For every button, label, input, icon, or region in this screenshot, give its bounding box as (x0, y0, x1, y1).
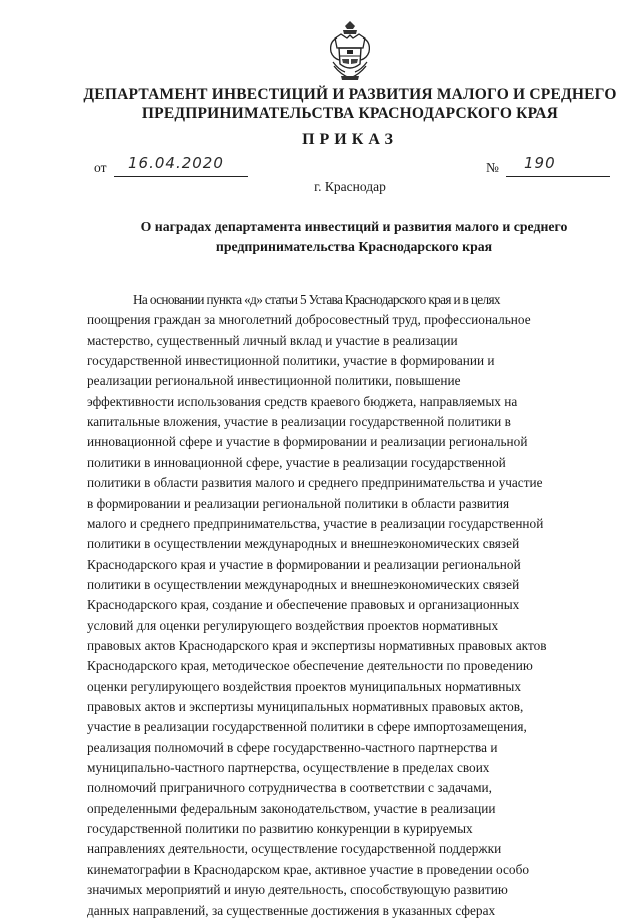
body-line: муниципально-частного партнерства, осуществление в пределах своих (87, 760, 490, 776)
body-line: в формировании и реализации региональной политики в области развития (87, 495, 510, 511)
date-value: 16.04.2020 (128, 154, 224, 172)
body-line: политики в области развития малого и среднего предпринимательства и участие (87, 475, 543, 491)
body-line: полномочий приграничного сотрудничества в соответствии с задачами, (87, 780, 492, 796)
department-name-line-2: ПРЕДПРИНИМАТЕЛЬСТВА КРАСНОДАРСКОГО КРАЯ (141, 105, 559, 122)
body-line: малого и среднего предпринимательства, участие в реализации государственной (87, 515, 544, 531)
city: г. Краснодар (314, 179, 386, 194)
body-line: эффективности использования средств краевого бюджета, направляемых на (87, 393, 518, 409)
number-label: № (486, 160, 499, 175)
body-line: участие в реализации государственной политики в сфере импортозамещения, (87, 719, 527, 735)
body-line: Краснодарского края и участие в формировании и реализации региональной (87, 556, 521, 572)
body-line: политики в инновационной сфере, участие в реализации государственной (87, 454, 506, 470)
body-line: реализации региональной инвестиционной политики, повышение (87, 373, 461, 389)
body-line: оценки регулирующего воздействия проектов муниципальных нормативных (87, 678, 521, 694)
body-line: Краснодарского края, методическое обеспечение деятельности по проведению (87, 658, 533, 674)
body-line: правовых актов Краснодарского края и экспертизы нормативных правовых актов (87, 637, 547, 653)
body-line: условий для оценки регулирующего воздействия проектов нормативных (87, 617, 499, 633)
document-type: ПРИКАЗ (302, 131, 398, 148)
department-name-line-1: ДЕПАРТАМЕНТ ИНВЕСТИЦИЙ И РАЗВИТИЯ МАЛОГО И СРЕДНЕГО (83, 86, 617, 103)
body-line: мастерство, существенный личный вклад и участие в реализации (87, 332, 458, 348)
body-line: реализация полномочий в сфере государственно-частного партнерства и (87, 739, 498, 755)
body-line: значимых мероприятий и иную деятельность, способствующую развитию (87, 882, 508, 898)
order-title-line-2: предпринимательства Краснодарского края (215, 239, 493, 254)
order-title-line-1: О наградах департамента инвестиций и развития малого и среднего (140, 219, 568, 234)
body-line: кинематографии в Краснодарском крае, активное участие в проведении особо (87, 861, 529, 877)
body-line: На основании пункта «д» статьи 5 Устава Краснодарского края и в целях (133, 292, 500, 307)
body-line: капитальные вложения, участие в реализации государственной политики в (87, 414, 511, 430)
body-line: поощрения граждан за многолетний добросовестный труд, профессиональное (87, 312, 531, 328)
body-line: данных направлений, за существенные достижения в указанных сферах (87, 902, 496, 918)
number-value: 190 (524, 154, 556, 172)
body-line: инновационной сфере и участие в формировании и реализации региональной (87, 434, 528, 450)
number-underline (506, 176, 610, 177)
body-line: государственной инвестиционной политики, участие в формировании и (87, 353, 495, 369)
body-line: правовых актов и экспертизы муниципальных нормативных правовых актов, (87, 699, 524, 714)
body-line: направлениях деятельности, осуществление государственной поддержки (87, 841, 502, 857)
body-line: Краснодарского края, создание и обеспечение правовых и организационных (87, 597, 520, 613)
body-line: определенными федеральным законодательством, участие в реализации (87, 800, 496, 816)
body-line: политики в осуществлении международных и внешнеэкономических связей (87, 536, 520, 552)
date-label: от (94, 160, 107, 175)
date-underline (114, 176, 248, 177)
body-line: государственной политики по развитию конкуренции в курируемых (87, 821, 473, 837)
coat-of-arms-icon (325, 20, 375, 84)
body-line: политики в осуществлении международных и внешнеэкономических связей (87, 576, 520, 592)
